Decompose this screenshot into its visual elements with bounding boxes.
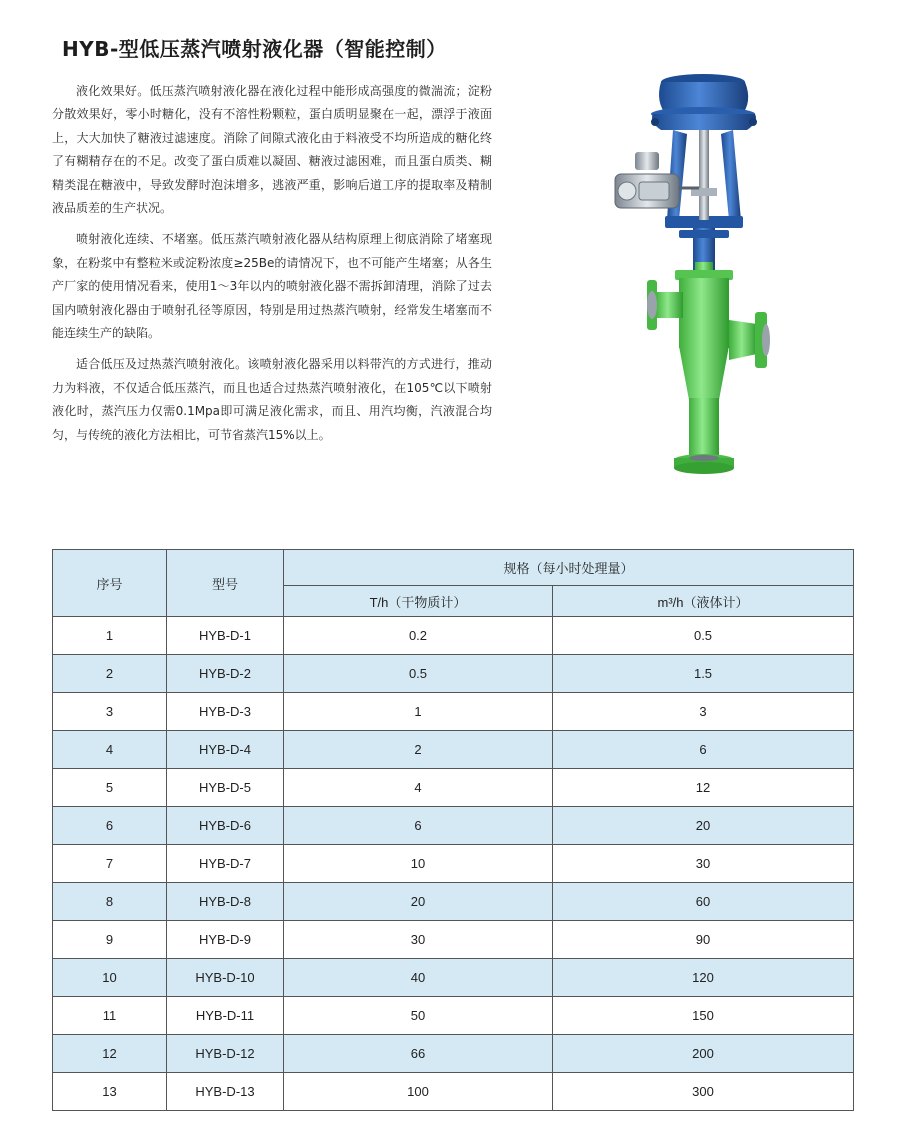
table-row [53, 693, 854, 731]
cell-model: HYB-D-5 [167, 769, 284, 807]
cell-liquid: 1.5 [553, 655, 854, 693]
table-header-row [53, 550, 854, 586]
cell-dry: 2 [284, 731, 553, 769]
table-row [53, 617, 854, 655]
cell-index: 9 [53, 921, 167, 959]
paragraph-no-clogging: 喷射液化连续、不堵塞。低压蒸汽喷射液化器从结构原理上彻底消除了堵塞现象，在粉浆中有整粒米或淀粉浓度≥25Be的请情况下，也不可能产生堵塞；从各生产厂家的使用情况看来，使用1～3年以内的喷射液化器不需拆卸清理，消除了过去国内喷射液化器由于喷射孔径等原因，特别是用过热蒸汽喷射，经常发生堵塞而不能连续生产的缺陷。 [52, 232, 492, 341]
table-row [53, 655, 854, 693]
cell-dry: 30 [284, 921, 553, 959]
cell-model: HYB-D-3 [167, 693, 284, 731]
cell-index: 8 [53, 883, 167, 921]
header-index: 序号 [53, 550, 167, 617]
cell-index: 4 [53, 731, 167, 769]
cell-index: 12 [53, 1035, 167, 1073]
table-row [53, 1035, 854, 1073]
cell-model: HYB-D-2 [167, 655, 284, 693]
intro-text [52, 80, 492, 455]
product-image [575, 70, 805, 485]
cell-dry: 50 [284, 997, 553, 1035]
cell-dry: 20 [284, 883, 553, 921]
cell-liquid: 150 [553, 997, 854, 1035]
page-title: HYB-型低压蒸汽喷射液化器（智能控制） [62, 37, 447, 61]
spec-table [52, 549, 854, 1111]
cell-dry: 0.2 [284, 617, 553, 655]
cell-model: HYB-D-12 [167, 1035, 284, 1073]
cell-liquid: 20 [553, 807, 854, 845]
cell-dry: 40 [284, 959, 553, 997]
cell-liquid: 3 [553, 693, 854, 731]
header-model: 型号 [167, 550, 284, 617]
cell-index: 11 [53, 997, 167, 1035]
cell-dry: 6 [284, 807, 553, 845]
table-row [53, 769, 854, 807]
cell-index: 10 [53, 959, 167, 997]
paragraph-liquefaction-effect: 液化效果好。低压蒸汽喷射液化器在液化过程中能形成高强度的微湍流；淀粉分散效果好，零小时糖化，没有不溶性粉颗粒，蛋白质明显聚在一起，漂浮于液面上，大大加快了糖液过滤速度。消除了间隙式液化由于料液受不均所造成的糖化终了有糊精存在的不足。改变了蛋白质难以凝固、糖液过滤困难，而且蛋白质类、糊精类混在糖液中，导致发酵时泡沫增多，逃液严重，影响后道工序的提取率及精制液品质差的生产状况。 [52, 84, 492, 216]
cell-liquid: 300 [553, 1073, 854, 1111]
table-row [53, 731, 854, 769]
header-spec: 规格（每小时处理量） [284, 550, 854, 586]
cell-model: HYB-D-13 [167, 1073, 284, 1111]
cell-index: 7 [53, 845, 167, 883]
cell-model: HYB-D-6 [167, 807, 284, 845]
cell-liquid: 60 [553, 883, 854, 921]
table-row [53, 921, 854, 959]
cell-index: 3 [53, 693, 167, 731]
cell-index: 5 [53, 769, 167, 807]
table-row [53, 807, 854, 845]
cell-dry: 4 [284, 769, 553, 807]
positioner [615, 152, 699, 208]
cell-model: HYB-D-11 [167, 997, 284, 1035]
cell-liquid: 30 [553, 845, 854, 883]
cell-liquid: 120 [553, 959, 854, 997]
cell-dry: 1 [284, 693, 553, 731]
cell-index: 6 [53, 807, 167, 845]
cell-index: 13 [53, 1073, 167, 1111]
table-row [53, 845, 854, 883]
liquefier-body [647, 270, 770, 474]
cell-liquid: 0.5 [553, 617, 854, 655]
table-row [53, 883, 854, 921]
cell-index: 1 [53, 617, 167, 655]
cell-liquid: 200 [553, 1035, 854, 1073]
cell-model: HYB-D-8 [167, 883, 284, 921]
cell-liquid: 6 [553, 731, 854, 769]
paragraph-low-pressure-steam: 适合低压及过热蒸汽喷射液化。该喷射液化器采用以料带汽的方式进行，推动力为料液，不仅适合低压蒸汽，而且也适合过热蒸汽喷射液化，在105℃以下喷射液化时，蒸汽压力仅需0.1Mpa即可满足液化需求，而且、用汽均衡，汽液混合均匀，与传统的液化方法相比，可节省蒸汽15%以上。 [52, 357, 492, 442]
cell-model: HYB-D-1 [167, 617, 284, 655]
cell-dry: 0.5 [284, 655, 553, 693]
table-row [53, 1073, 854, 1111]
cell-dry: 100 [284, 1073, 553, 1111]
cell-index: 2 [53, 655, 167, 693]
header-dry-matter: T/h（干物质计） [284, 586, 553, 617]
cell-model: HYB-D-9 [167, 921, 284, 959]
table-row [53, 997, 854, 1035]
cell-model: HYB-D-7 [167, 845, 284, 883]
cell-model: HYB-D-4 [167, 731, 284, 769]
header-liquid: m³/h（液体计） [553, 586, 854, 617]
cell-liquid: 90 [553, 921, 854, 959]
cell-liquid: 12 [553, 769, 854, 807]
cell-dry: 66 [284, 1035, 553, 1073]
table-row [53, 959, 854, 997]
neck-pipe [679, 228, 729, 276]
cell-dry: 10 [284, 845, 553, 883]
cell-model: HYB-D-10 [167, 959, 284, 997]
